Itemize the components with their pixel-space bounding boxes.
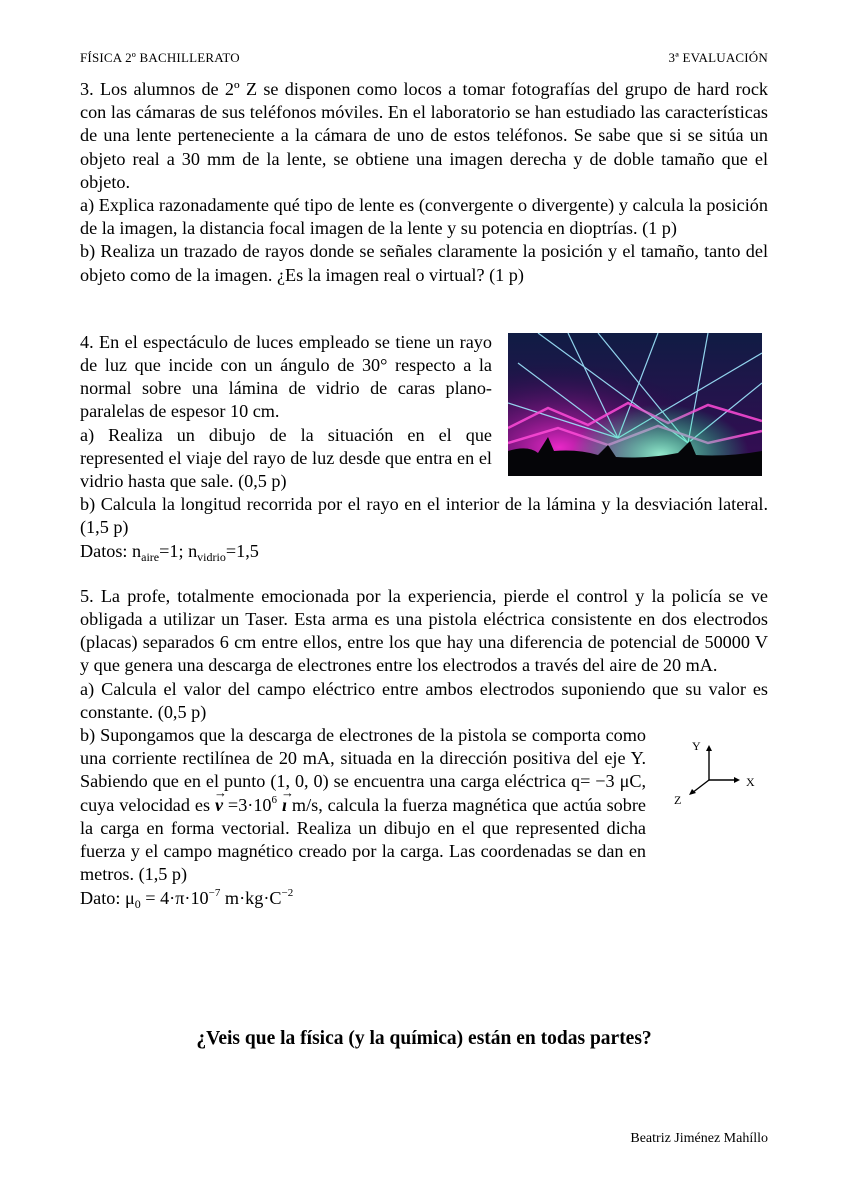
question-3-part-a: a) Explica razonadamente qué tipo de lente es (convergente o divergente) y calcula la posición de la imagen, la distancia focal imagen de la lente y su potencia en dioptrías. (1 p) bbox=[80, 195, 768, 239]
page-header bbox=[80, 50, 768, 66]
question-3-intro: 3. Los alumnos de 2º Z se disponen como locos a tomar fotografías del grupo de hard rock con las cámaras de sus teléfonos móviles. En el laboratorio se han estudiado las características de una lente perteneciente a la cámara de uno de estos teléfonos. Se sabe que si se sitúa un objeto real a 30 mm de la lente, se obtiene una imagen derecha y de doble tamaño que el objeto. bbox=[80, 79, 768, 192]
header-evaluation: 3ª EVALUACIÓN bbox=[668, 50, 768, 65]
question-5-data: Dato: $\mu_0 = 4\cdot\pi\cdot 10^{-7}$ $m\cdot kg\cdot C^{-2}$ bbox=[80, 886, 294, 911]
header-subject: FÍSICA 2º BACHILLERATO bbox=[80, 50, 240, 65]
question-4-intro: 4. En el espectáculo de luces empleado se tiene un rayo de luz que incide con un ángulo de 30° respecto a la normal sobre una lámina de vidrio de caras plano-paralelas de espesor 10 cm. bbox=[80, 331, 492, 422]
question-5-intro: 5. La profe, totalmente emocionada por la experiencia, pierde el control y la policía se ve obligada a utilizar un Taser. Esta arma es una pistola eléctrica consistente en dos electrodos (placas) separados 6 cm entre ellos, entre los que hay una diferencia de potencial de 50000 V y que genera una descarga de electrones entre los electrodos a través del aire de 20 mA. bbox=[80, 585, 768, 676]
laser-show-image bbox=[508, 333, 762, 476]
question-5-part-a: a) Calcula el valor del campo eléctrico entre ambos electrodos suponiendo que su valor es constante. (0,5 p) bbox=[80, 678, 768, 722]
question-4-data: Datos: $n_{aire}=1$; $n_{vidrio}=1,5$ bbox=[80, 540, 259, 564]
exam-content bbox=[80, 78, 768, 910]
axis-y-label: Y bbox=[692, 739, 701, 754]
closing-remark: ¿Veis que la física (y la química) están en todas partes? bbox=[196, 1028, 652, 1049]
question-5 bbox=[80, 585, 768, 910]
axis-z-label: Z bbox=[674, 793, 682, 808]
question-5-part-b: b) Supongamos que la descarga de electrones de la pistola se comporta como una corriente rectilínea de 20 mA, situada en la dirección positiva del eje Y. Sabiendo que en el punto (1, 0, 0) se encuentra una carga eléctrica q= −3 μC, cuya velocidad es → $v =3\cdot 10^6$ → ı m/s, calcula la fuerza magnética que actúa sobre la carga en forma vectorial. Realiza un dibujo en el que represented dicha fuerza y el campo magnético creado por la carga. Las coordenadas se dan en metros. (1,5 p) Y X Z bbox=[80, 724, 768, 886]
axis-x-label: X bbox=[746, 775, 755, 790]
question-3-part-b: b) Realiza un trazado de rayos donde se señales claramente la posición y el tamaño, tanto del objeto como de la imagen. ¿Es la imagen real o virtual? (1 p) bbox=[80, 241, 768, 285]
coordinate-axes-diagram bbox=[672, 736, 762, 808]
question-3 bbox=[80, 78, 768, 287]
velocity-vector-symbol: → v bbox=[215, 794, 223, 817]
author-signature: Beatriz Jiménez Mahíllo bbox=[630, 1131, 768, 1146]
question-4 bbox=[80, 331, 768, 563]
question-4-part-b: b) Calcula la longitud recorrida por el rayo en el interior de la lámina y la desviación lateral. (1,5 p) bbox=[80, 494, 768, 538]
unit-vector-i-symbol: → ı bbox=[282, 794, 287, 817]
question-4-part-a: a) Realiza un dibujo de la situación en el que represented el viaje del rayo de luz desde que entra en el vidrio hasta que sale. (0,5 p) bbox=[80, 424, 492, 492]
